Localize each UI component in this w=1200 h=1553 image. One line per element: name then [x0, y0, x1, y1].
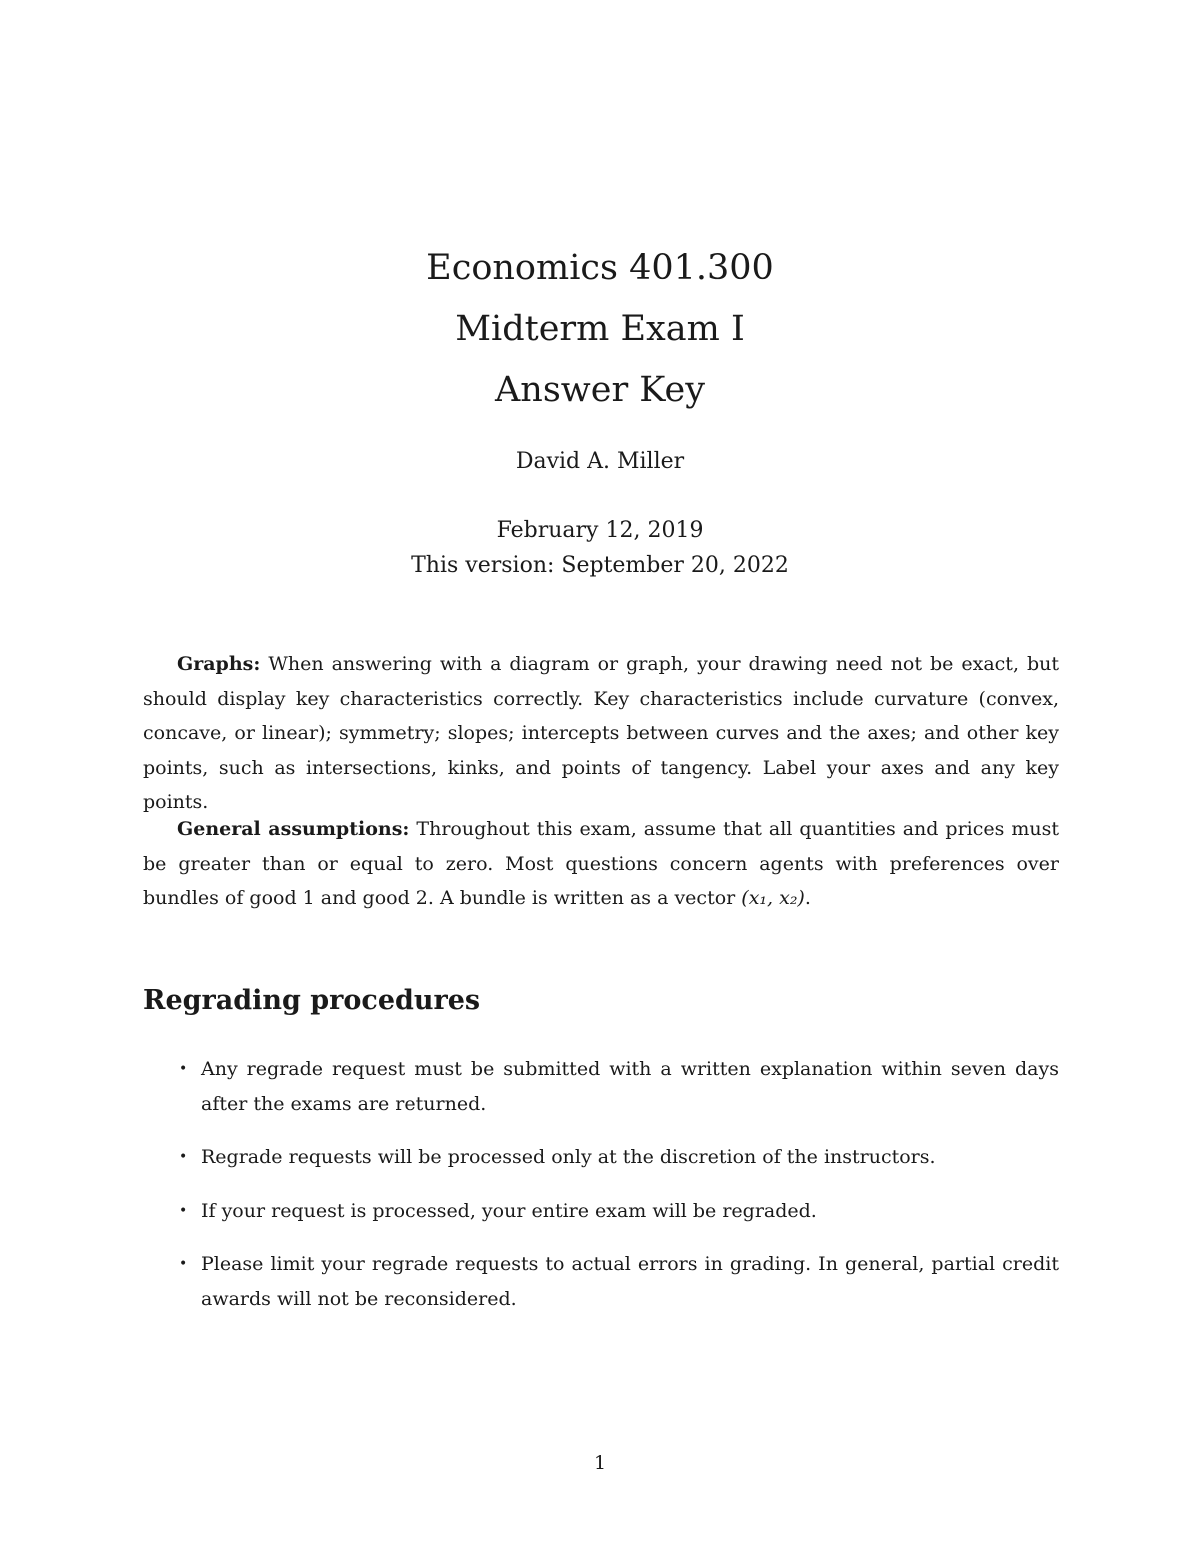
list-item: [143, 1140, 1059, 1175]
exam-title: Midterm Exam I: [455, 309, 745, 349]
list-item: [143, 1052, 1059, 1121]
bullet-icon: •: [179, 1202, 188, 1219]
list-item-text: If your request is processed, your entire exam will be regraded.: [201, 1199, 817, 1222]
bundle-vector: (x₁, x₂): [741, 887, 805, 909]
bullet-icon: •: [179, 1256, 188, 1272]
title-block: [0, 238, 1200, 421]
page-number: 1: [593, 1452, 607, 1474]
date-block: [0, 513, 1200, 583]
assumptions-paragraph: [143, 812, 1059, 916]
version-date: This version: September 20, 2022: [411, 553, 789, 578]
list-item-text: Any regrade request must be submitted with a written explanation within seven days after the exams are returned.: [201, 1058, 1059, 1115]
regrading-list: [143, 1052, 1059, 1335]
list-item: [143, 1247, 1059, 1316]
graphs-text: When answering with a diagram or graph, your drawing need not be exact, but should display key characteristics correctly. Key characteristics include curvature (convex, concave, or linear); symmetry; slopes; intercepts between curves and the axes; and other key points, such as intersections, kinks, and points of tangency. Label your axes and any key points.: [143, 653, 1059, 813]
bullet-icon: •: [179, 1061, 188, 1077]
assumptions-end: .: [804, 887, 811, 909]
exam-date: February 12, 2019: [496, 518, 704, 543]
list-item: [143, 1194, 1059, 1229]
bullet-icon: •: [179, 1149, 188, 1165]
list-item-text: Regrade requests will be processed only at the discretion of the instructors.: [201, 1146, 936, 1168]
assumptions-text: Throughout this exam, assume that all quantities and prices must be greater than or equal to zero. Most questions concern agents with preferences over bundles of good 1 and good 2. A bundle is written as a vector: [143, 818, 1059, 909]
list-item-text: Please limit your regrade requests to actual errors in grading. In general, partial credit awards will not be reconsidered.: [201, 1253, 1059, 1310]
assumptions-lead: General assumptions:: [177, 818, 410, 840]
document-type-title: Answer Key: [495, 370, 705, 410]
author: David A. Miller: [515, 449, 685, 474]
regrading-heading: Regrading procedures: [143, 985, 481, 1016]
graphs-lead: Graphs:: [177, 653, 261, 675]
graphs-paragraph: [143, 647, 1059, 820]
course-title: Economics 401.300: [426, 248, 774, 288]
